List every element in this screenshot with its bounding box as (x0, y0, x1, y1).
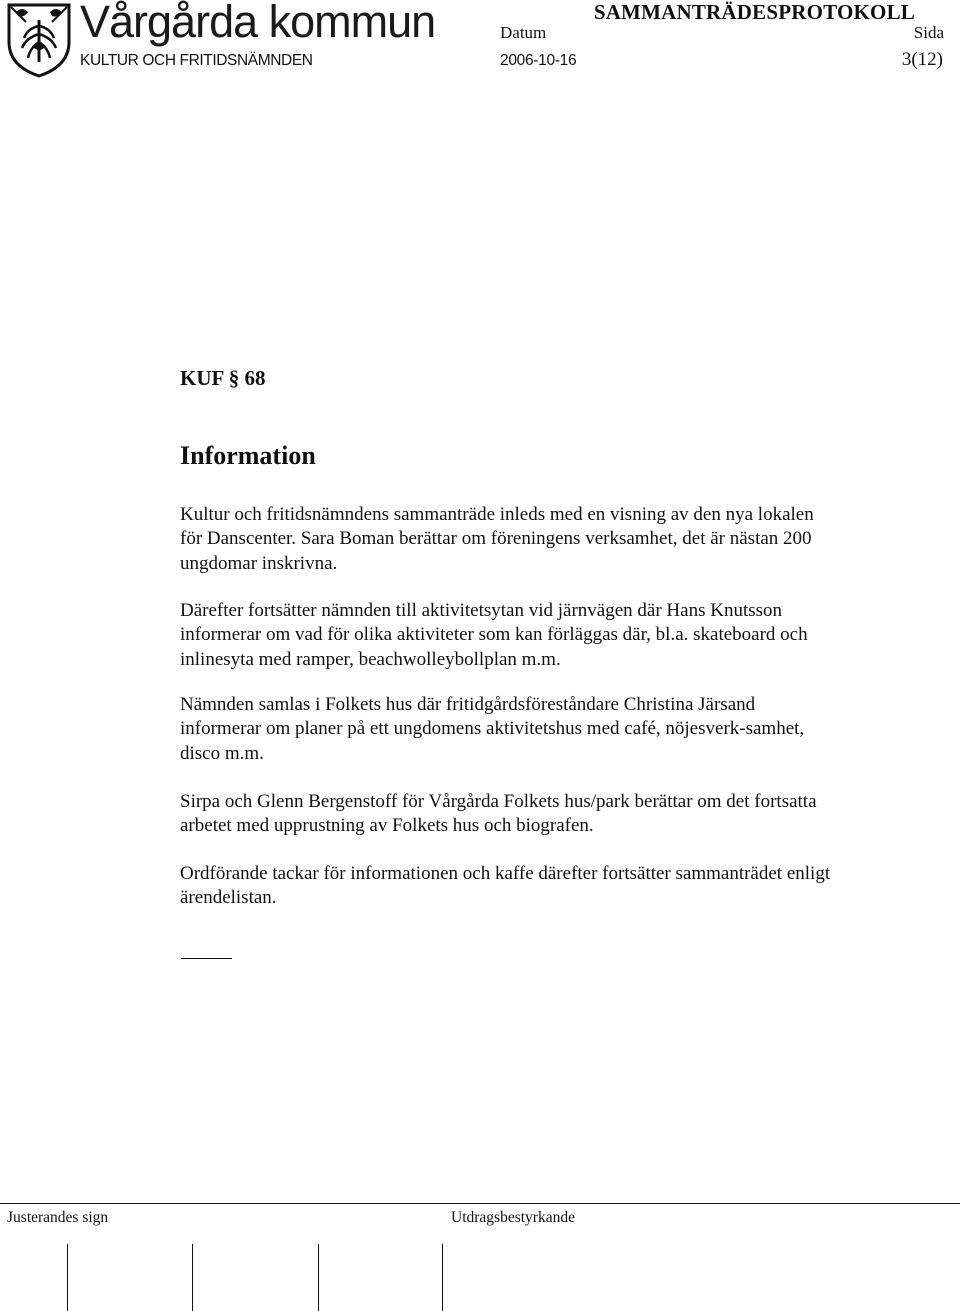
paragraph: Ordförande tackar för informationen och kaffe därefter fortsätter sammanträdet enligt ärendelistan. (180, 863, 831, 909)
signature-box-divider (192, 1244, 193, 1311)
extract-certification-label: Utdragsbestyrkande (451, 1209, 575, 1226)
municipal-coat-of-arms-icon (6, 2, 72, 78)
paragraph: Nämnden samlas i Folkets hus där fritidgårdsföreståndare Christina Järsand informerar om planer på ett ungdomens aktivitetshus med café, nöjesverk-samhet, disco m.m. (180, 694, 805, 764)
section-id: KUF § 68 (180, 366, 266, 390)
signatures-label: Justerandes sign (7, 1209, 109, 1226)
paragraph: Sirpa och Glenn Bergenstoff för Vårgårda Folkets hus/park berättar om det fortsatta arbetet med upprustning av Folkets hus och biografen. (180, 791, 817, 837)
signature-box-divider (318, 1244, 319, 1311)
page-label: Sida (913, 23, 944, 42)
municipality-name: Vårgårda kommun (80, 0, 436, 47)
section-heading: Information (180, 441, 316, 470)
committee-name: KULTUR OCH FRITIDSNÄMNDEN (80, 52, 313, 69)
signature-box-divider (67, 1244, 68, 1311)
meeting-date: 2006-10-16 (500, 52, 577, 69)
paragraph: Kultur och fritidsnämndens sammanträde inleds med en visning av den nya lokalen för Danscenter. Sara Boman berättar om föreningens verksamhet, det är nästan 200 ungdomar inskrivna. (180, 504, 814, 574)
signature-box-divider (442, 1244, 443, 1311)
footer-divider (0, 1203, 960, 1204)
document-type: SAMMANTRÄDESPROTOKOLL (593, 0, 915, 24)
page-number: 3(12) (901, 49, 943, 70)
section-end-rule (181, 958, 232, 959)
date-label: Datum (500, 23, 547, 42)
paragraph: Därefter fortsätter nämnden till aktivitetsytan vid järnvägen där Hans Knutsson informerar om vad för olika aktiviteter som kan förläggas där, bl.a. skateboard och inlinesyta med ramper, beachwolleybollplan m.m. (180, 600, 808, 670)
